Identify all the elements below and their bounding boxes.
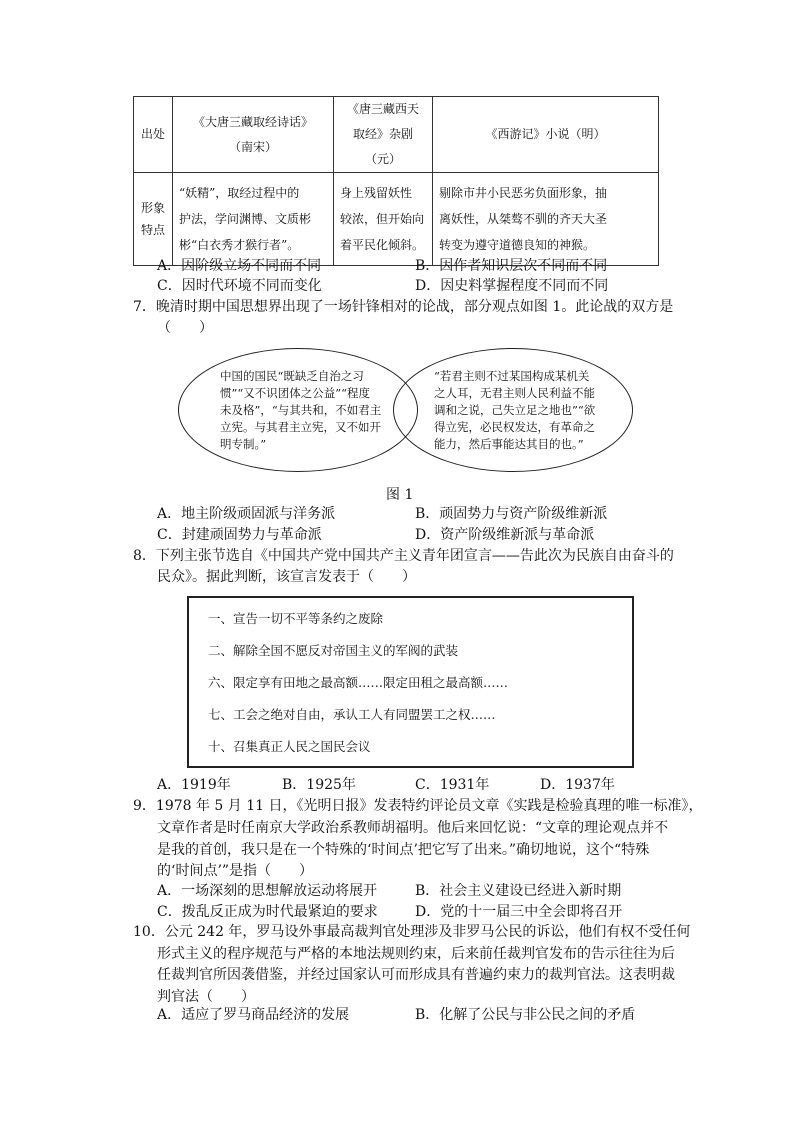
right-ellipse-line: 调和之说，己失立足之地也”“欲 — [434, 403, 596, 417]
table-row-traits — [134, 173, 659, 266]
q7-option-c[interactable]: C．封建顽固势力与革命派 — [157, 527, 322, 543]
source-cell-2: 《唐三藏西天 取经》杂剧（元） — [334, 97, 433, 173]
source-cell-1: 《大唐三藏取经诗话》 （南宋） — [173, 97, 334, 173]
right-ellipse-line: “若君主则不过某国构成某机关 — [434, 369, 590, 383]
q9-stem-line1: 9．1978 年 5 月 11 日，《光明日报》发表特约评论员文章《实践是检验真理的唯一标准》， — [133, 798, 703, 814]
q8-stem-line2: 民众》。据此判断，该宣言发表于（ ） — [157, 569, 416, 585]
q10-option-a[interactable]: A．适应了罗马商品经济的发展 — [157, 1007, 350, 1023]
left-ellipse-line: 明专制。” — [220, 437, 267, 451]
q9-option-a[interactable]: A．一场深刻的思想解放运动将展开 — [157, 883, 378, 899]
q10-stem-line4: 判官法（ ） — [157, 989, 255, 1005]
trait-cell-1: “妖精”，取经过程中的 护法，学问渊博、文质彬 彬“白衣秀才猴行者”。 — [173, 173, 334, 266]
row-label-traits: 形象 特点 — [134, 173, 173, 266]
q6-option-b[interactable]: B．因作者知识层次不同而不同 — [415, 258, 608, 274]
q10-stem-line2: 形式主义的程序规范与严格的本地法规则约束，后来前任裁判官发布的告示往往为后 — [157, 946, 675, 962]
right-ellipse-line: 能力，然后事能达其目的也。” — [434, 437, 584, 451]
trait-cell-3: 剔除市井小民恶劣负面形象，抽 离妖性，从桀骜不驯的齐天大圣 转变为遵守道德良知的神猴。 — [433, 173, 659, 266]
q9-option-b[interactable]: B．社会主义建设已经进入新时期 — [415, 883, 622, 899]
q6-option-d[interactable]: D．因史料掌握程度不同而不同 — [415, 278, 609, 294]
q9-stem-line4: 的‘时间点’”是指（ ） — [157, 863, 314, 879]
declaration-item: 六、限定享有田地之最高额……限定田租之最高额…… — [208, 675, 509, 690]
q8-option-c[interactable]: C．1931年 — [415, 777, 490, 793]
q7-option-a[interactable]: A．地主阶级顽固派与洋务派 — [157, 506, 336, 522]
q6-option-c[interactable]: C．因时代环境不同而变化 — [157, 278, 322, 294]
figure-caption: 图 1 — [386, 487, 414, 503]
q8-option-a[interactable]: A．1919年 — [157, 777, 231, 793]
q9-option-d[interactable]: D．党的十一届三中全会即将召开 — [415, 904, 623, 920]
q8-option-b[interactable]: B．1925年 — [282, 777, 356, 793]
declaration-item: 一、宣告一切不平等条约之废除 — [208, 611, 384, 626]
q9-option-c[interactable]: C．拨乱反正成为时代最紧迫的要求 — [157, 904, 378, 920]
q9-stem-line3: 是我的首创，我只是在一个特殊的‘时间点’把它写了出来。”确切地说，这个“特殊 — [157, 842, 650, 858]
left-ellipse-line: 中国的国民“既缺乏自治之习 — [220, 369, 364, 383]
q7-stem-line2: （ ） — [157, 320, 213, 336]
row-label-source: 出处 — [134, 97, 173, 173]
q10-stem-line3: 任裁判官所因袭借鉴，并经过国家认可而形成具有普遍约束力的裁判官法。这表明裁 — [157, 967, 675, 983]
declaration-item: 十、召集真正人民之国民会议 — [208, 739, 371, 754]
q7-stem-line1: 7．晚清时期中国思想界出现了一场针锋相对的论战，部分观点如图 1。此论战的双方是 — [133, 299, 674, 315]
table-row-source — [134, 97, 659, 173]
q6-option-a[interactable]: A．因阶级立场不同而不同 — [157, 258, 322, 274]
declaration-item: 七、工会之绝对自由，承认工人有同盟罢工之权…… — [208, 707, 496, 722]
declaration-item: 二、解除全国不愿反对帝国主义的军阀的武装 — [208, 643, 459, 658]
left-ellipse-line: 立宪。与其君主立宪，又不如开 — [220, 420, 381, 434]
trait-cell-2: 身上残留妖性 较浓，但开始向 着平民化倾斜。 — [334, 173, 433, 266]
source-cell-3: 《西游记》小说（明） — [433, 97, 659, 173]
q7-option-b[interactable]: B．顽固势力与资产阶级维新派 — [415, 506, 608, 522]
q7-option-d[interactable]: D．资产阶级维新派与革命派 — [415, 527, 595, 543]
q8-stem-line1: 8．下列主张节选自《中国共产党中国共产主义青年团宣言——告此次为民族自由奋斗的 — [133, 548, 674, 564]
left-ellipse-line: 惯”“又不识团体之公益”“程度 — [220, 386, 371, 400]
q10-stem-line1: 10．公元 242 年，罗马设外事最高裁判官处理涉及非罗马公民的诉讼，他们有权不受任何 — [133, 924, 691, 940]
right-ellipse-line: 得立宪，必民权发达，有革命之 — [434, 420, 595, 434]
q9-stem-line2: 文章作者是时任南京大学政治系教师胡福明。他后来回忆说：“文章的理论观点并不 — [157, 820, 669, 836]
q8-option-d[interactable]: D．1937年 — [540, 777, 615, 793]
left-ellipse-line: 未及格”，“与其共和，不如君主 — [220, 403, 382, 417]
q10-option-b[interactable]: B．化解了公民与非公民之间的矛盾 — [415, 1007, 636, 1023]
right-ellipse-line: 之人耳，无君主则人民利益不能 — [434, 386, 595, 400]
source-comparison-table — [133, 96, 659, 266]
